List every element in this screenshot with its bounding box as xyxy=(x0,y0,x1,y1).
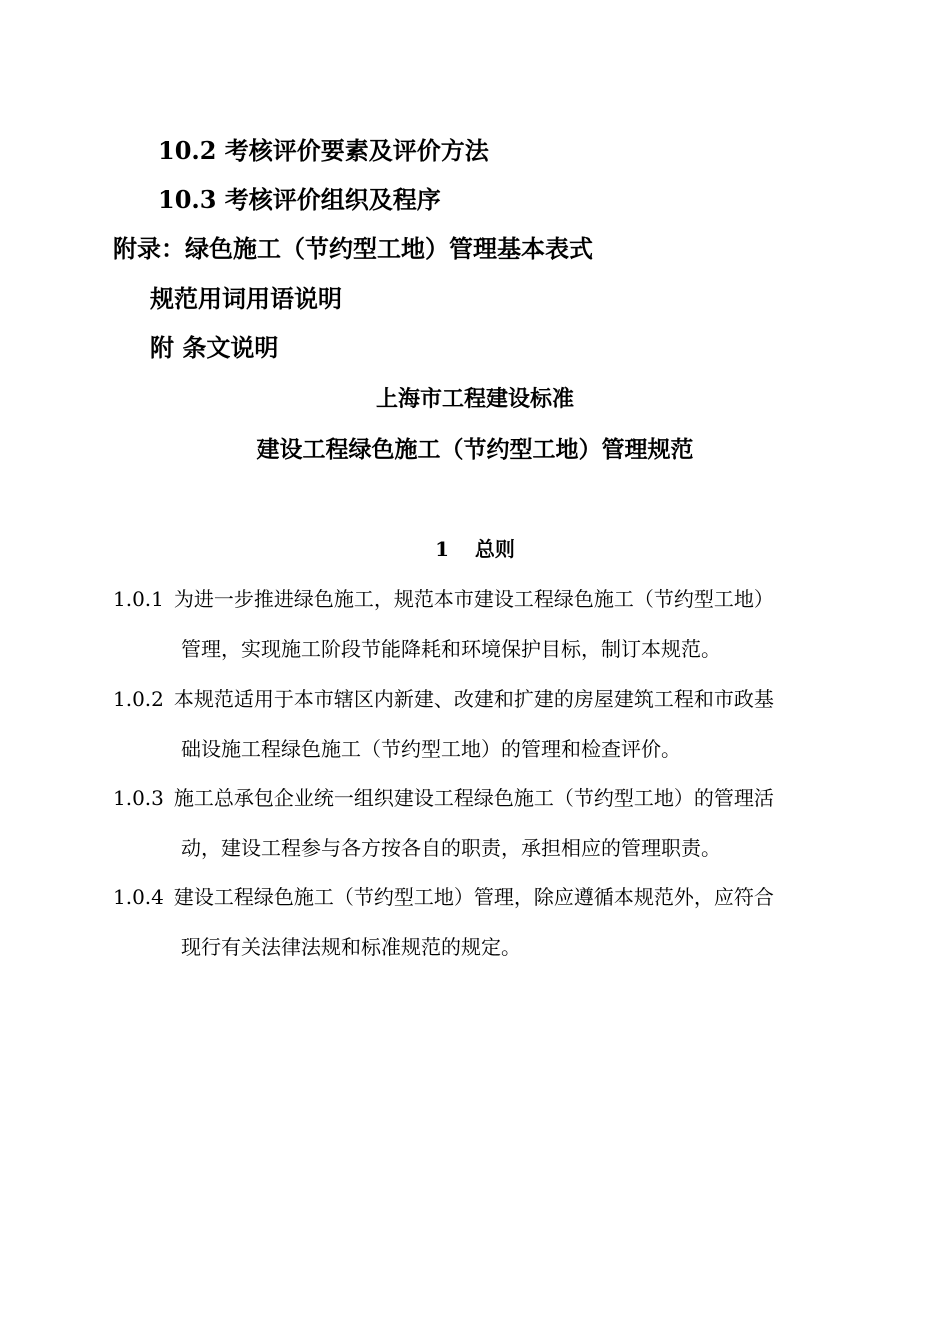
clause-text-line1: 为进一步推进绿色施工，规范本市建设工程绿色施工（节约型工地） xyxy=(173,587,774,611)
chapter-heading xyxy=(0,536,950,562)
standard-org-heading: 上海市工程建设标准 xyxy=(375,386,574,412)
toc-item-10-2: 10.2 考核评价要素及评价方法 xyxy=(158,136,489,165)
clause-text-line2: 动，建设工程参与各方按各自的职责，承担相应的管理职责。 xyxy=(181,836,721,860)
clause-number: 1.0.4 xyxy=(113,885,164,909)
clause-text-line2: 管理，实现施工阶段节能降耗和环境保护目标，制订本规范。 xyxy=(181,637,721,661)
clause-number: 1.0.2 xyxy=(113,687,164,711)
clause-text-line1: 施工总承包企业统一组织建设工程绿色施工（节约型工地）的管理活 xyxy=(173,786,774,810)
clause-text-line1: 建设工程绿色施工（节约型工地）管理，除应遵循本规范外，应符合 xyxy=(173,885,774,909)
clause-number: 1.0.3 xyxy=(113,786,164,810)
chapter-number: 1 xyxy=(435,537,449,561)
toc-item-10-3: 10.3 考核评价组织及程序 xyxy=(158,185,441,214)
chapter-title: 总则 xyxy=(474,537,515,561)
toc-item-appendix: 附录：绿色施工（节约型工地）管理基本表式 xyxy=(113,234,593,263)
toc-item-terminology: 规范用词用语说明 xyxy=(150,284,342,313)
clause-number: 1.0.1 xyxy=(113,587,164,611)
clause-text-line2: 现行有关法律法规和标准规范的规定。 xyxy=(181,935,521,959)
document-title: 建设工程绿色施工（节约型工地）管理规范 xyxy=(256,436,694,463)
toc-item-explanation: 附 条文说明 xyxy=(150,333,279,362)
clause-text-line2: 础设施工程绿色施工（节约型工地）的管理和检查评价。 xyxy=(181,737,681,761)
clause-text-line1: 本规范适用于本市辖区内新建、改建和扩建的房屋建筑工程和市政基 xyxy=(173,687,774,711)
